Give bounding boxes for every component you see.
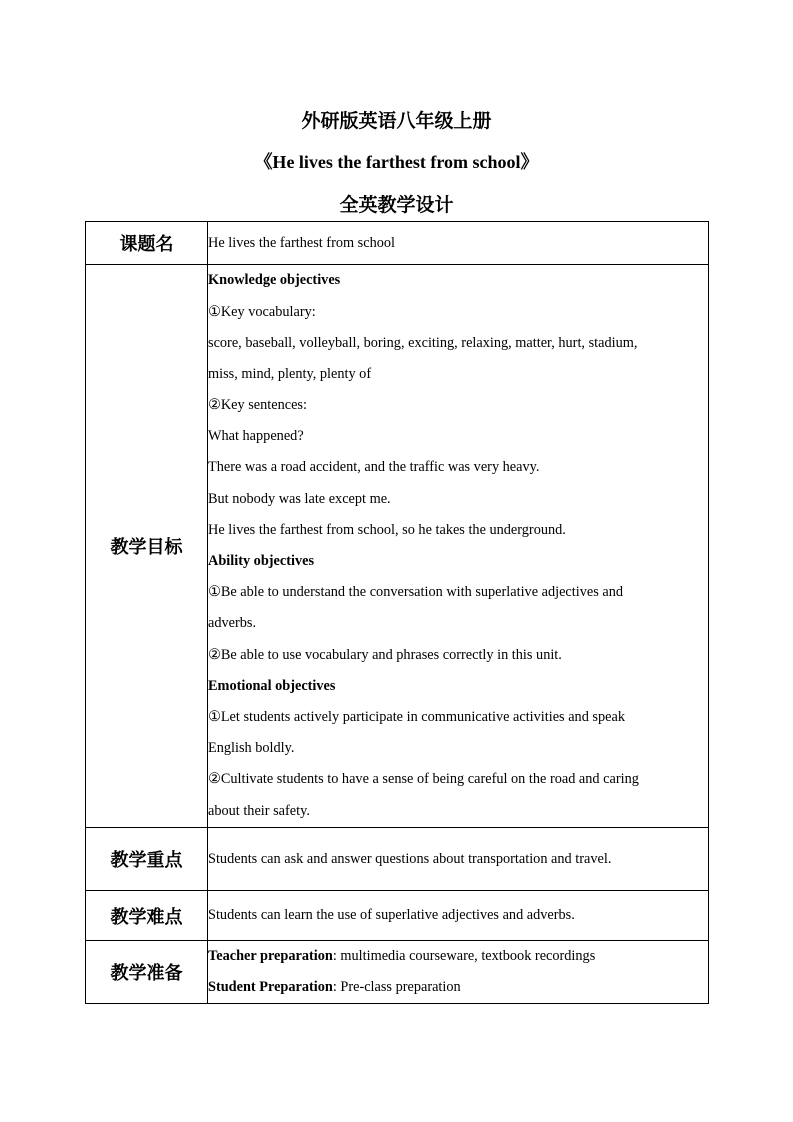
difficulty-value: Students can learn the use of superlative adjectives and adverbs.: [208, 891, 709, 941]
document-title: 外研版英语八年级上册: [301, 110, 492, 132]
sentence-4: He lives the farthest from school, so he takes the underground.: [208, 521, 566, 538]
emotional-heading: Emotional objectives: [208, 677, 336, 694]
teacher-prep-text: : multimedia courseware, textbook recordings: [332, 948, 596, 964]
ability-heading: Ability objectives: [208, 553, 315, 569]
row-focus: [86, 828, 709, 891]
emotional-1-line-2: English boldly.: [208, 740, 295, 757]
sentence-1: What happened?: [208, 428, 304, 445]
lesson-plan-table: [85, 221, 709, 1004]
lesson-title: 《He lives the farthest from school》: [254, 152, 539, 172]
student-prep-label: Student Preparation: [208, 979, 333, 995]
key-vocab-label: ①Key vocabulary:: [208, 303, 316, 320]
ability-2: ②Be able to use vocabulary and phrases correctly in this unit.: [208, 646, 562, 663]
document-subtitle: 全英教学设计: [339, 194, 454, 216]
row-preparation: [86, 941, 709, 1004]
objectives-content: [208, 265, 709, 828]
emotional-2-line-1: ②Cultivate students to have a sense of being careful on the road and caring: [208, 771, 639, 788]
teacher-prep-line: [208, 941, 708, 972]
lesson-name-label: 课题名: [86, 222, 208, 265]
preparation-label: 教学准备: [86, 941, 208, 1004]
difficulty-label: 教学难点: [86, 891, 208, 941]
sentence-3: But nobody was late except me.: [208, 490, 391, 507]
lesson-name-value: He lives the farthest from school: [208, 222, 709, 265]
sentence-2: There was a road accident, and the traffic was very heavy.: [208, 459, 540, 476]
key-sentences-label: ②Key sentences:: [208, 397, 307, 414]
row-objectives: [86, 265, 709, 828]
row-lesson-name: [86, 222, 709, 265]
ability-1-line-2: adverbs.: [208, 615, 257, 632]
knowledge-heading: Knowledge objectives: [208, 272, 341, 289]
vocab-line-2: miss, mind, plenty, plenty of: [208, 365, 372, 382]
teacher-prep-label: Teacher preparation: [208, 948, 333, 964]
row-difficulty: [86, 891, 709, 941]
emotional-2-line-2: about their safety.: [208, 802, 310, 819]
emotional-1-line-1: ①Let students actively participate in communicative activities and speak: [208, 708, 625, 725]
student-prep-line: [208, 972, 708, 1003]
preparation-value: [208, 941, 709, 1004]
ability-1-line-1: ①Be able to understand the conversation with superlative adjectives and: [208, 584, 623, 601]
focus-value: Students can ask and answer questions about transportation and travel.: [208, 828, 709, 891]
student-prep-text: : Pre-class preparation: [332, 979, 461, 995]
objectives-label: 教学目标: [86, 265, 208, 828]
vocab-line-1: score, baseball, volleyball, boring, exciting, relaxing, matter, hurt, stadium,: [208, 334, 638, 351]
focus-label: 教学重点: [86, 828, 208, 891]
